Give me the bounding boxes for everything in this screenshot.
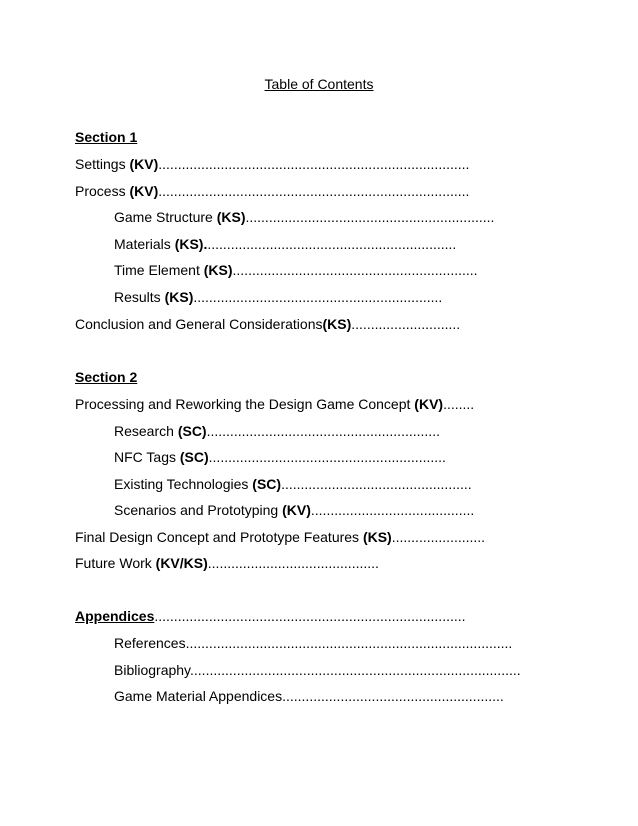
toc-entry [75,527,485,547]
toc-entry-label: Existing Technologies [114,476,253,492]
toc-entry-label: Settings [75,156,130,172]
toc-entry-label: Bibliography. [114,662,194,678]
section-2-heading: Section 2 [75,369,138,385]
toc-entry-label: References [114,635,186,651]
toc-entry-code: (KV) [129,156,159,172]
toc-leader-dots: ................................................................................ [154,608,466,624]
toc-leader-dots: ......................................................... [282,688,504,704]
toc-leader-trail: . [442,449,446,465]
toc-entry-label: Materials [114,236,175,252]
toc-entry-code: (KV) [129,183,159,199]
toc-entry-label: Final Design Concept and Prototype Features [75,529,363,545]
toc-leader-dots: ............................................................... [207,236,453,252]
toc-leader-dots: ................................................................ [245,209,495,225]
toc-entry [114,686,504,706]
toc-entry [75,154,469,174]
toc-entry [114,660,521,680]
toc-entry [114,421,440,441]
toc-entry-code: (SC) [177,423,207,439]
toc-leader-dots: ............................................................ [208,449,443,465]
toc-entry [75,181,469,201]
toc-entry-label: Scenarios and Prototyping [114,502,283,518]
toc-entry-code: (KS) [322,316,352,332]
appendices-heading: Appendices [75,608,155,624]
toc-leader-dots: ............................ [351,316,461,332]
toc-leader-dots: ........ [443,396,475,412]
toc-entry [114,234,456,254]
toc-entry-code: (KV) [282,502,311,518]
page-title: Table of Contents [264,76,374,92]
toc-entry-label: Time Element [114,262,204,278]
toc-entry [114,633,512,653]
toc-entry-label: Game Material Appendices [114,688,283,704]
toc-entry-label: Game Structure [114,209,217,225]
toc-leader-dots: ................................................................................ [158,183,470,199]
toc-entry-label: Research [114,423,178,439]
toc-leader-dots: ........................ [391,529,486,545]
toc-entry [114,207,494,227]
toc-entry [75,394,474,414]
toc-entry-code: (KS). [174,236,208,252]
toc-entry [114,447,446,467]
toc-leader-dots: ............................................ [207,555,379,571]
toc-leader-dots: ............................................................ [206,423,440,439]
toc-leader-dots: .................................................................................... [193,662,521,678]
toc-entry-label: NFC Tags [114,449,180,465]
toc-entry-code: (KS) [203,262,233,278]
toc-entry-code: (SC) [252,476,282,492]
toc-entry-code: (KS) [164,289,194,305]
toc-entry [75,553,379,573]
toc-entry-code: (KS) [216,209,246,225]
toc-leader-dots: ................................................................ [193,289,443,305]
toc-leader-dots: .................................................................................... [185,635,513,651]
toc-entry [114,500,474,520]
toc-entry-label: Processing and Reworking the Design Game Concept [75,396,415,412]
section-1-heading: Section 1 [75,129,138,145]
toc-entry [114,260,478,280]
toc-entry-label: Future Work [75,555,156,571]
toc-entry-label: Process [75,183,130,199]
toc-leader-dots: ................................................. [281,476,472,492]
toc-entry-code: (KV) [414,396,444,412]
toc-leader-dots: .......................................... [310,502,475,518]
toc-entry [114,287,442,307]
toc-entry [75,314,460,334]
toc-entry-code: (SC) [179,449,209,465]
toc-leader-dots: ................................................................................ [158,156,470,172]
appendices-heading-line [75,606,466,626]
toc-entry-label: Conclusion and General Considerations [75,316,323,332]
toc-entry-code: (KS) [362,529,392,545]
toc-entry [114,474,472,494]
toc-entry-code: (KV/KS) [155,555,208,571]
toc-leader-dots: ............................................................... [232,262,478,278]
toc-leader-trail: . [452,236,457,252]
toc-entry-label: Results [114,289,165,305]
